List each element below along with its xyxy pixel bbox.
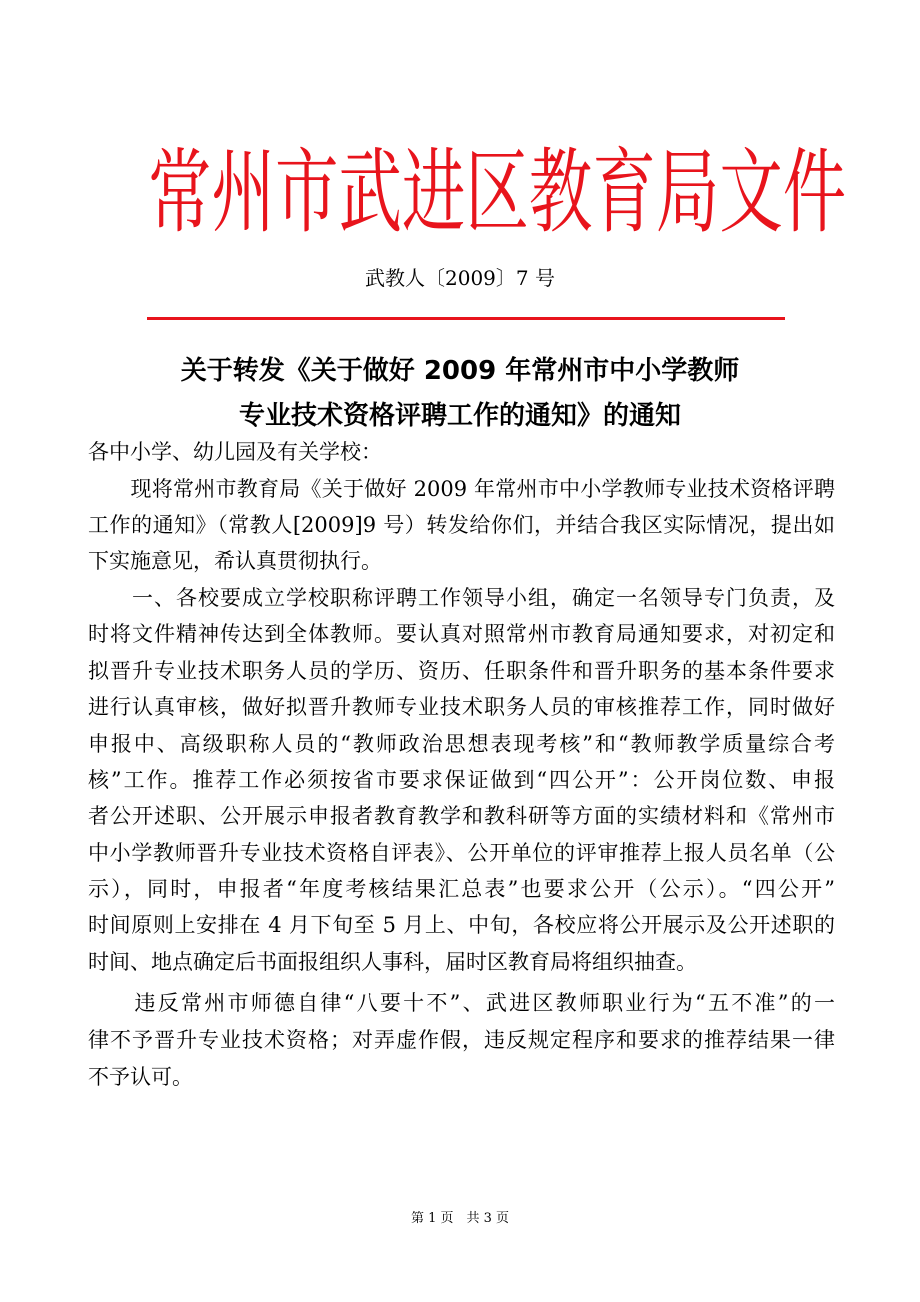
text-line: 进行认真审核，做好拟晋升教师专业技术职务人员的审核推荐工作，同时做好 (88, 695, 835, 719)
text-line: 下实施意见，希认真贯彻执行。 (88, 549, 382, 573)
text-line: 拟晋升专业技术职务人员的学历、资历、任职条件和晋升职务的基本条件要求 (88, 659, 835, 683)
text-line: 示），同时，申报者“年度考核结果汇总表”也要求公开（公示）。“四公开” (88, 877, 835, 901)
page-footer: 第 1 页 共 3 页 (410, 1211, 510, 1226)
text-line: 不予认可。 (88, 1065, 193, 1089)
masthead (148, 138, 847, 248)
text-line: 时将文件精神传达到全体教师。要认真对照常州市教育局通知要求，对初定和 (88, 622, 835, 646)
text-line: 违反常州市师德自律“八要十不”、武进区教师职业行为“五不准”的一 (88, 991, 835, 1015)
text-line: 时间原则上安排在 4 月下旬至 5 月上、中旬，各校应将公开展示及公开述职的 (88, 913, 835, 937)
text-line: 一、各校要成立学校职称评聘工作领导小组，确定一名领导专门负责，及 (88, 586, 835, 610)
text-line: 核”工作。推荐工作必须按省市要求保证做到“四公开”：公开岗位数、申报 (88, 768, 835, 792)
text-line: 者公开述职、公开展示申报者教育教学和教科研等方面的实绩材料和《常州市 (88, 804, 835, 828)
title-line-2: 专业技术资格评聘工作的通知》的通知 (238, 401, 681, 431)
salutation: 各中小学、幼儿园及有关学校： (88, 440, 382, 464)
title-line-1: 关于转发《关于做好 2009 年常州市中小学教师 (180, 356, 740, 386)
document-number: 武教人〔2009〕7 号 (365, 266, 555, 290)
text-line: 中小学教师晋升专业技术资格自评表》、公开单位的评审推荐上报人员名单（公 (88, 841, 835, 865)
red-divider (147, 317, 785, 320)
masthead-text: 常州市武进区教育局文件 (148, 139, 847, 246)
text-line: 工作的通知》（常教人[2009]9 号）转发给你们，并结合我区实际情况，提出如 (88, 513, 835, 537)
text-line: 时间、地点确定后书面报组织人事科，届时区教育局将组织抽查。 (88, 950, 697, 974)
text-line: 申报中、高级职称人员的“教师政治思想表现考核”和“教师教学质量综合考 (88, 732, 835, 756)
text-line: 现将常州市教育局《关于做好 2009 年常州市中小学教师专业技术资格评聘 (88, 477, 835, 501)
text-line: 律不予晋升专业技术资格；对弄虚作假，违反规定程序和要求的推荐结果一律 (88, 1028, 835, 1052)
